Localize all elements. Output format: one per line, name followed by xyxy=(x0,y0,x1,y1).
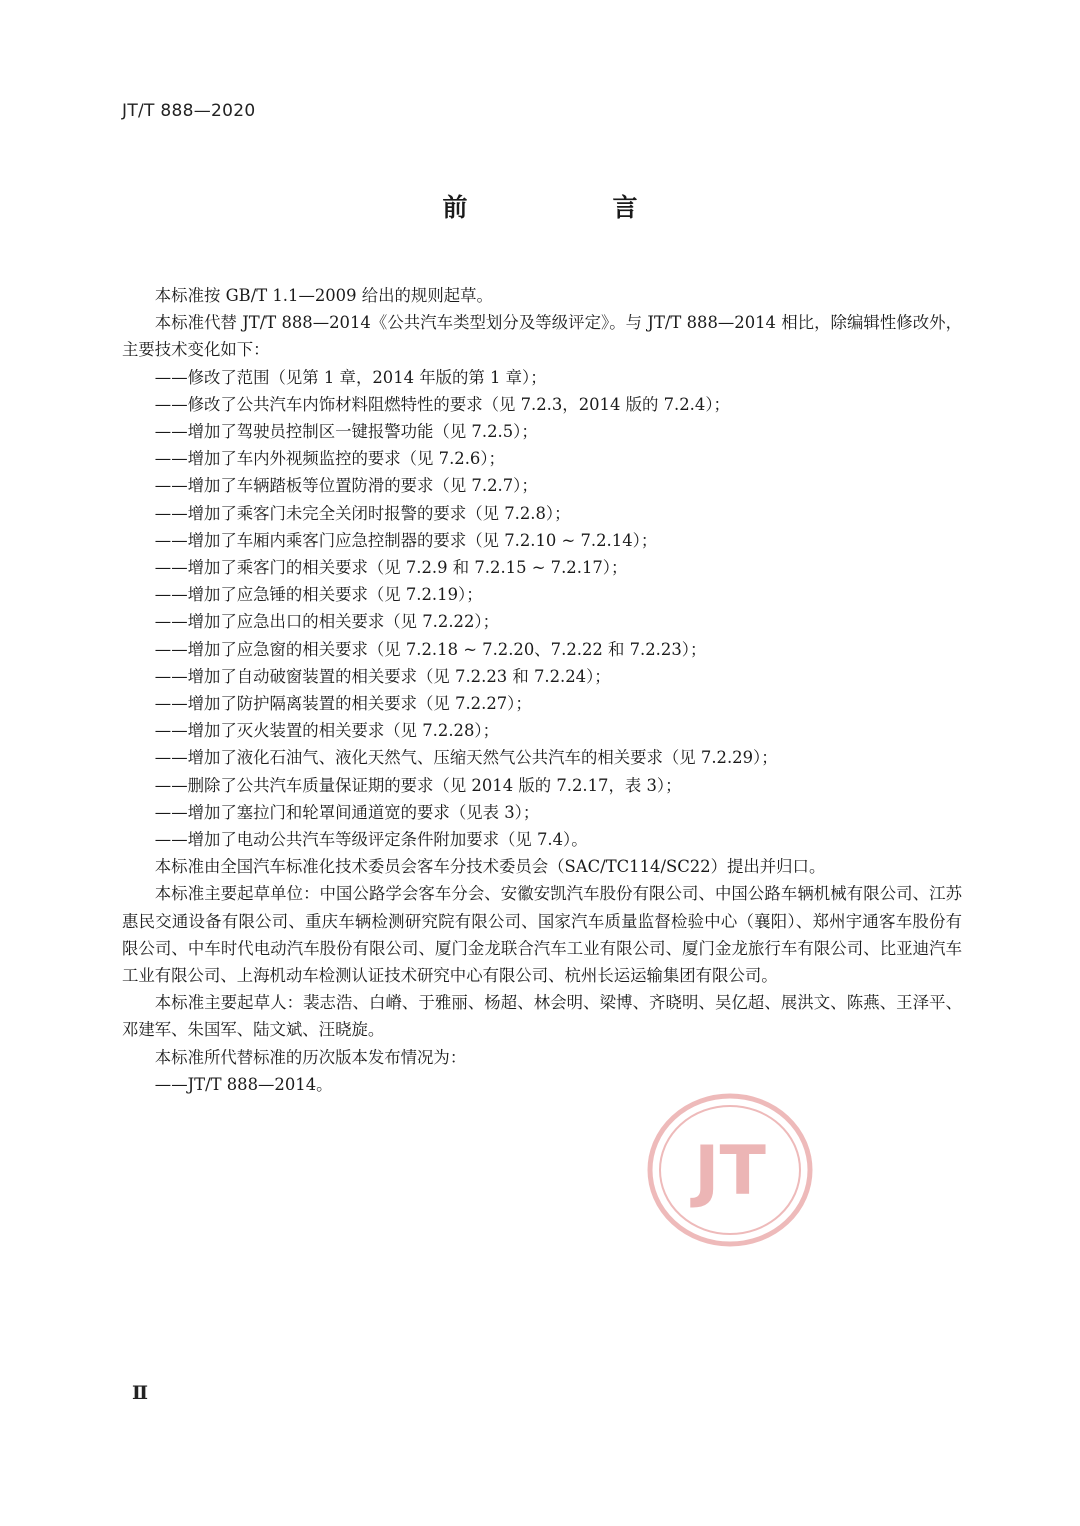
change-item: ——增加了电动公共汽车等级评定条件附加要求（见 7.4）。 xyxy=(154,830,588,850)
change-item: ——增加了车内外视频监控的要求（见 7.2.6）； xyxy=(154,449,505,469)
watermark-text: JT xyxy=(694,1132,766,1211)
paragraph-drafters: 本标准主要起草人：裴志浩、白嵴、于雅丽、杨超、林会明、梁博、齐晓明、吴亿超、展洪文、陈燕、王泽平、邓建军、朱国军、陆文斌、汪晓旋。 xyxy=(122,993,962,1040)
change-item: ——删除了公共汽车质量保证期的要求（见 2014 版的 7.2.17，表 3）； xyxy=(154,775,682,795)
paragraph-proposer: 本标准由全国汽车标准化技术委员会客车分技术委员会（SAC/TC114/SC22）提出并归口。 xyxy=(154,857,826,877)
document-body xyxy=(122,282,962,1098)
change-item: ——修改了范围（见第 1 章，2014 年版的第 1 章）； xyxy=(154,367,547,387)
change-item: ——增加了乘客门的相关要求（见 7.2.9 和 7.2.15 ~ 7.2.17）； xyxy=(154,558,628,578)
paragraph-replacement: 本标准代替 JT/T 888—2014《公共汽车类型划分及等级评定》。与 JT/T 888—2014 相比，除编辑性修改外，主要技术变化如下： xyxy=(122,313,962,360)
changes-list xyxy=(122,364,962,854)
paragraph-drafting-rules: 本标准按 GB/T 1.1—2009 给出的规则起草。 xyxy=(154,286,493,305)
change-item: ——增加了应急出口的相关要求（见 7.2.22）； xyxy=(154,612,499,632)
page-number: Ⅱ xyxy=(132,1382,149,1404)
change-item: ——增加了自动破窗装置的相关要求（见 7.2.23 和 7.2.24）； xyxy=(154,666,611,686)
change-item: ——增加了应急窗的相关要求（见 7.2.18 ~ 7.2.20、7.2.22 和 7.2.23）； xyxy=(154,639,707,659)
change-item: ——增加了液化石油气、液化天然气、压缩天然气公共汽车的相关要求（见 7.2.29）； xyxy=(154,748,778,768)
change-item: ——增加了驾驶员控制区一键报警功能（见 7.2.5）； xyxy=(154,422,538,442)
jt-watermark-stamp xyxy=(645,1090,815,1250)
paragraph-history-intro: 本标准所代替标准的历次版本发布情况为： xyxy=(154,1047,467,1067)
change-item: ——修改了公共汽车内饰材料阻燃特性的要求（见 7.2.3，2014 版的 7.2.4）； xyxy=(154,394,730,414)
header-code: JT/T 888—2020 xyxy=(122,101,256,121)
change-item: ——增加了应急锤的相关要求（见 7.2.19）； xyxy=(154,585,483,605)
history-item: ——JT/T 888—2014。 xyxy=(154,1074,333,1094)
change-item: ——增加了防护隔离装置的相关要求（见 7.2.27）； xyxy=(154,694,532,714)
change-item: ——增加了车辆踏板等位置防滑的要求（见 7.2.7）； xyxy=(154,476,538,496)
change-item: ——增加了塞拉门和轮罩间通道宽的要求（见表 3）； xyxy=(154,802,540,822)
page-title: 前 言 xyxy=(442,193,698,222)
change-item: ——增加了车厢内乘客门应急控制器的要求（见 7.2.10 ~ 7.2.14）； xyxy=(154,530,658,550)
change-item: ——增加了乘客门未完全关闭时报警的要求（见 7.2.8）； xyxy=(154,503,571,523)
change-item: ——增加了灭火装置的相关要求（见 7.2.28）； xyxy=(154,721,499,741)
paragraph-drafting-units: 本标准主要起草单位：中国公路学会客车分会、安徽安凯汽车股份有限公司、中国公路车辆机械有限公司、江苏惠民交通设备有限公司、重庆车辆检测研究院有限公司、国家汽车质量监督检验中心（襄阳）、郑州宇通客车股份有限公司、中车时代电动汽车股份有限公司、厦门金龙联合汽车工业有限公司、厦门金龙旅行车有限公司、比亚迪汽车工业有限公司、上海机动车检测认证技术研究中心有限公司、杭州长运运输集团有限公司。 xyxy=(122,884,962,986)
